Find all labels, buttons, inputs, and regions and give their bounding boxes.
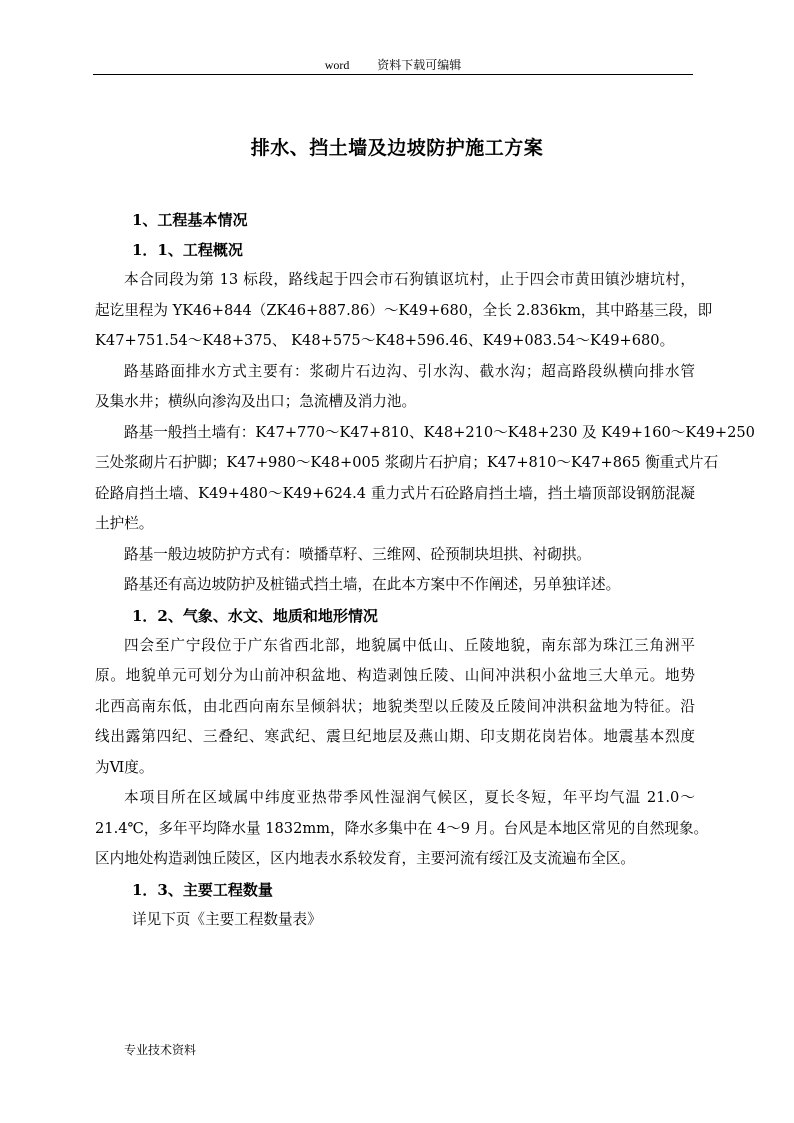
text-line: 四会至广宁段位于广东省西北部，地貌属中低山、丘陵地貌，南东部为珠江三角洲平 — [124, 636, 695, 654]
text-line: 北西高南东低，由北西向南东呈倾斜状；地貌类型以丘陵及丘陵间冲洪积盆地为特征。沿 — [95, 697, 695, 715]
page-footer: 专业技术资料 — [124, 1043, 197, 1057]
paragraph-overview — [95, 265, 713, 357]
section-heading-1-1: 1．1、工程概况 — [132, 241, 243, 259]
header-word: word — [324, 58, 350, 72]
document-title: 排水、挡土墙及边坡防护施工方案 — [250, 137, 544, 159]
text-line: 区内地处构造剥蚀丘陵区，区内地表水系较发育，主要河流有绥江及支流遍布全区。 — [95, 850, 635, 867]
text-line: 路基路面排水方式主要有：浆砌片石边沟、引水沟、截水沟；超高路段纵横向排水管 — [124, 362, 695, 380]
paragraph-high-slope — [95, 570, 695, 601]
text-line: 三处浆砌片石护脚；K47+980～K48+005 浆砌片石护肩；K47+810～K47+865 衡重式片石 — [95, 454, 719, 471]
text-line: 原。地貌单元可划分为山前冲积盆地、构造剥蚀丘陵、山间冲洪积小盆地三大单元。地势 — [95, 667, 695, 684]
text-line: 起讫里程为 YK46+844（ZK46+887.86）～K49+680，全长 2.836km，其中路基三段，即 — [95, 301, 713, 319]
section-heading-1: 1、工程基本情况 — [132, 211, 248, 229]
text-line: 21.4℃，多年平均降水量 1832mm，降水多集中在 4～9 月。台风是本地区常见的自然现象。 — [95, 819, 709, 837]
section-heading-1-3: 1．3、主要工程数量 — [132, 880, 273, 899]
text-line: 本项目所在区域属中纬度亚热带季风性湿润气候区，夏长冬短，年平均气温 21.0～ — [124, 789, 695, 806]
section-heading-1-2: 1．2、气象、水文、地质和地形情况 — [132, 606, 378, 625]
text-line: 路基一般边坡防护方式有：喷播草籽、三维网、砼预制块坦拱、衬砌拱。 — [124, 545, 592, 563]
text-line: K47+751.54～K48+375、 K48+575～K48+596.46、K49+083.54～K49+680。 — [95, 332, 675, 349]
text-line: 线出露第四纪、三叠纪、寒武纪、震旦纪地层及燕山期、印支期花岗岩体。地震基本烈度 — [95, 728, 695, 745]
text-line: 为Ⅵ度。 — [95, 758, 154, 776]
paragraph-climate — [95, 783, 709, 875]
text-line: 及集水井；横纵向渗沟及出口；急流槽及消力池。 — [95, 393, 417, 410]
text-line: 路基一般挡土墙有：K47+770～K47+810、K48+210～K48+230 及 K49+160～K49+250 — [124, 423, 755, 441]
header-text: 资料下载可编辑 — [377, 58, 462, 72]
text-line: 路基还有高边坡防护及桩锚式挡土墙，在此本方案中不作阐述，另单独详述。 — [124, 576, 621, 593]
page-header — [93, 56, 693, 75]
text-line: 本合同段为第 13 标段，路线起于四会市石狗镇讴坑村，止于四会市黄田镇沙塘坑村， — [124, 271, 695, 288]
paragraph-quantity-reference: 详见下页《主要工程数量表》 — [132, 910, 322, 928]
paragraph-slope-protection — [95, 540, 695, 571]
paragraph-retaining-wall — [95, 418, 755, 540]
text-line: 砼路肩挡土墙、K49+480～K49+624.4 重力式片石砼路肩挡土墙，挡土墙顶部设钢筋混凝 — [95, 484, 695, 502]
document-body — [95, 205, 755, 935]
paragraph-geology — [95, 631, 695, 784]
paragraph-drainage — [95, 357, 695, 418]
text-line: 土护栏。 — [95, 515, 154, 532]
